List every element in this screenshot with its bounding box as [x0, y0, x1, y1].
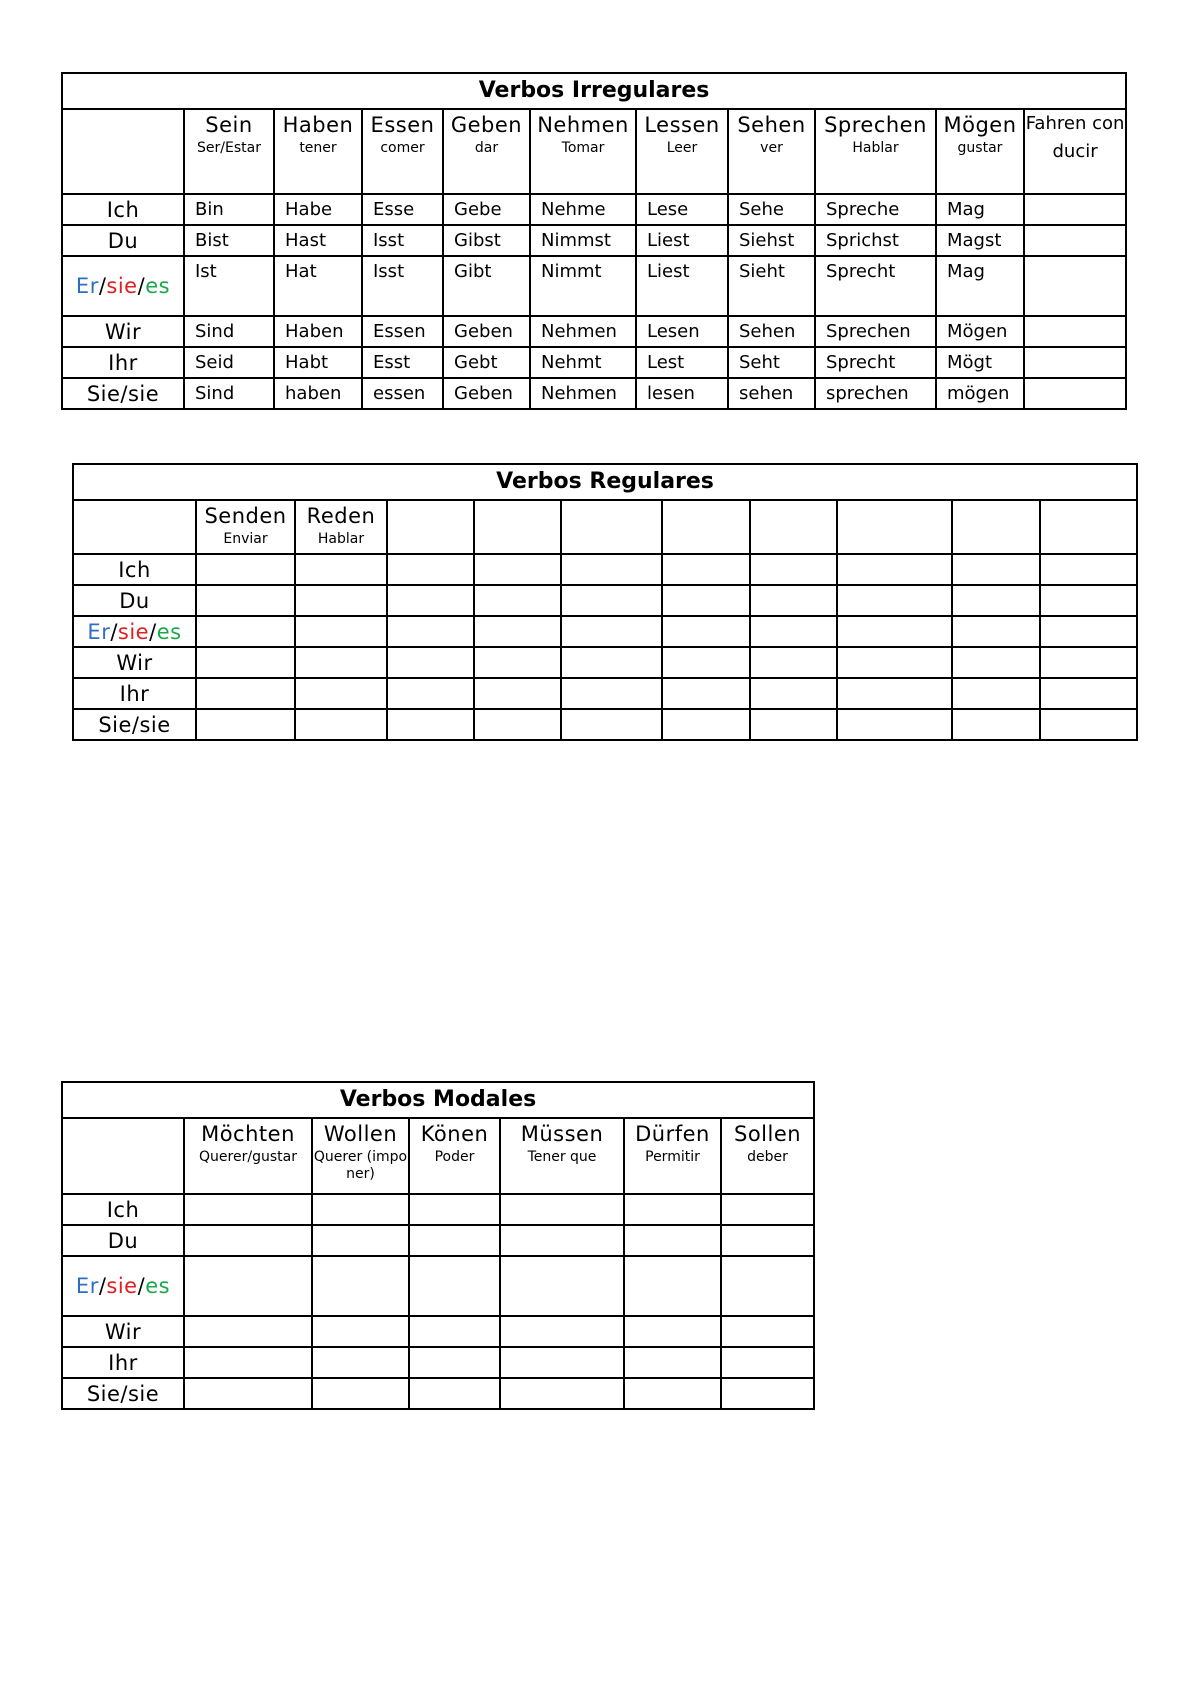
pronoun-du: Du — [73, 585, 196, 616]
empty-header-cell — [474, 500, 561, 554]
empty-conjugation-cell — [662, 647, 750, 678]
empty-conjugation-cell — [952, 585, 1040, 616]
conjugation-cell: Mag — [936, 256, 1024, 316]
empty-conjugation-cell — [196, 585, 295, 616]
modal-body — [62, 1194, 814, 1409]
empty-conjugation-cell — [184, 1316, 312, 1347]
empty-conjugation-cell — [196, 554, 295, 585]
conjugation-cell — [1024, 378, 1126, 409]
pronoun-ihr: Ihr — [62, 1347, 184, 1378]
empty-conjugation-cell — [500, 1225, 624, 1256]
empty-conjugation-cell — [184, 1347, 312, 1378]
empty-conjugation-cell — [196, 647, 295, 678]
verb-header-sein: Sein Ser/Estar — [184, 109, 274, 194]
verb-header-sollen: Sollen deber — [721, 1118, 814, 1194]
empty-conjugation-cell — [295, 647, 387, 678]
table-row — [62, 1347, 814, 1378]
conjugation-cell: Sprechen — [815, 316, 936, 347]
pronoun-sie-sie: Sie/sie — [62, 1378, 184, 1409]
empty-header-cell — [662, 500, 750, 554]
verb-header-moechten: Möchten Querer/gustar — [184, 1118, 312, 1194]
pronoun-wir: Wir — [62, 1316, 184, 1347]
verb-header-koenen: Könen Poder — [409, 1118, 500, 1194]
empty-header-cell — [561, 500, 662, 554]
verb-header-reden: Reden Hablar — [295, 500, 387, 554]
conjugation-cell: lesen — [636, 378, 728, 409]
conjugation-cell: Isst — [362, 225, 443, 256]
conjugation-cell: Esst — [362, 347, 443, 378]
empty-conjugation-cell — [561, 616, 662, 647]
empty-conjugation-cell — [1040, 554, 1137, 585]
empty-conjugation-cell — [409, 1316, 500, 1347]
verb-header-duerfen: Dürfen Permitir — [624, 1118, 721, 1194]
empty-conjugation-cell — [837, 616, 952, 647]
corner-cell — [62, 109, 184, 194]
table-row — [62, 1194, 814, 1225]
conjugation-cell: Bist — [184, 225, 274, 256]
conjugation-cell: Seid — [184, 347, 274, 378]
empty-conjugation-cell — [721, 1225, 814, 1256]
conjugation-cell: Nehmen — [530, 316, 636, 347]
empty-conjugation-cell — [837, 678, 952, 709]
empty-conjugation-cell — [721, 1194, 814, 1225]
table-row — [62, 347, 1126, 378]
conjugation-cell: Gibt — [443, 256, 530, 316]
irregular-title: Verbos Irregulares — [62, 73, 1126, 109]
pronoun-er-sie-es: Er/sie/es — [62, 256, 184, 316]
empty-conjugation-cell — [561, 554, 662, 585]
empty-conjugation-cell — [750, 647, 837, 678]
empty-conjugation-cell — [624, 1378, 721, 1409]
pronoun-ich: Ich — [62, 1194, 184, 1225]
pronoun-er-sie-es: Er/sie/es — [73, 616, 196, 647]
conjugation-cell: Spreche — [815, 194, 936, 225]
conjugation-cell: Bin — [184, 194, 274, 225]
conjugation-cell: Nimmst — [530, 225, 636, 256]
table-row — [62, 225, 1126, 256]
empty-conjugation-cell — [295, 678, 387, 709]
empty-conjugation-cell — [662, 616, 750, 647]
verb-header-moegen: Mögen gustar — [936, 109, 1024, 194]
verb-header-muessen: Müssen Tener que — [500, 1118, 624, 1194]
conjugation-cell: Lest — [636, 347, 728, 378]
empty-conjugation-cell — [624, 1225, 721, 1256]
conjugation-cell: haben — [274, 378, 362, 409]
empty-conjugation-cell — [952, 647, 1040, 678]
conjugation-cell: Nehme — [530, 194, 636, 225]
table-row — [62, 316, 1126, 347]
conjugation-cell: Gibst — [443, 225, 530, 256]
conjugation-cell — [1024, 347, 1126, 378]
conjugation-cell: Esse — [362, 194, 443, 225]
empty-conjugation-cell — [561, 709, 662, 740]
regular-title: Verbos Regulares — [73, 464, 1137, 500]
verb-header-haben: Haben tener — [274, 109, 362, 194]
empty-conjugation-cell — [1040, 616, 1137, 647]
irregular-body — [62, 194, 1126, 409]
empty-conjugation-cell — [721, 1378, 814, 1409]
modal-title: Verbos Modales — [62, 1082, 814, 1118]
empty-conjugation-cell — [952, 554, 1040, 585]
conjugation-cell: Nehmen — [530, 378, 636, 409]
conjugation-cell: Habe — [274, 194, 362, 225]
empty-header-cell — [837, 500, 952, 554]
empty-conjugation-cell — [750, 585, 837, 616]
conjugation-cell: Ist — [184, 256, 274, 316]
empty-conjugation-cell — [312, 1256, 409, 1316]
empty-conjugation-cell — [721, 1347, 814, 1378]
empty-conjugation-cell — [662, 709, 750, 740]
table-row — [62, 1378, 814, 1409]
empty-conjugation-cell — [837, 709, 952, 740]
empty-conjugation-cell — [500, 1316, 624, 1347]
empty-conjugation-cell — [624, 1194, 721, 1225]
empty-conjugation-cell — [500, 1378, 624, 1409]
empty-conjugation-cell — [952, 709, 1040, 740]
table-row — [62, 194, 1126, 225]
conjugation-cell: Liest — [636, 225, 728, 256]
empty-conjugation-cell — [750, 678, 837, 709]
table-row — [73, 585, 1137, 616]
empty-conjugation-cell — [721, 1256, 814, 1316]
empty-conjugation-cell — [750, 616, 837, 647]
conjugation-cell: Seht — [728, 347, 815, 378]
empty-header-cell — [1040, 500, 1137, 554]
empty-conjugation-cell — [624, 1316, 721, 1347]
conjugation-cell: Geben — [443, 378, 530, 409]
empty-header-cell — [750, 500, 837, 554]
empty-conjugation-cell — [312, 1378, 409, 1409]
pronoun-ihr: Ihr — [62, 347, 184, 378]
conjugation-cell: Mögen — [936, 316, 1024, 347]
conjugation-cell: Magst — [936, 225, 1024, 256]
empty-conjugation-cell — [387, 678, 474, 709]
empty-conjugation-cell — [1040, 585, 1137, 616]
empty-conjugation-cell — [561, 585, 662, 616]
conjugation-cell: Mag — [936, 194, 1024, 225]
empty-conjugation-cell — [387, 647, 474, 678]
pronoun-sie-sie: Sie/sie — [62, 378, 184, 409]
empty-conjugation-cell — [474, 616, 561, 647]
conjugation-cell: essen — [362, 378, 443, 409]
conjugation-cell: Geben — [443, 316, 530, 347]
conjugation-cell: Essen — [362, 316, 443, 347]
empty-conjugation-cell — [750, 554, 837, 585]
conjugation-cell: Gebe — [443, 194, 530, 225]
empty-conjugation-cell — [624, 1347, 721, 1378]
empty-conjugation-cell — [312, 1347, 409, 1378]
empty-conjugation-cell — [474, 585, 561, 616]
conjugation-cell: Nimmt — [530, 256, 636, 316]
table-row — [73, 554, 1137, 585]
empty-conjugation-cell — [1040, 678, 1137, 709]
verb-header-essen: Essen comer — [362, 109, 443, 194]
conjugation-cell: Isst — [362, 256, 443, 316]
pronoun-wir: Wir — [73, 647, 196, 678]
empty-conjugation-cell — [721, 1316, 814, 1347]
empty-conjugation-cell — [184, 1256, 312, 1316]
empty-conjugation-cell — [561, 678, 662, 709]
empty-conjugation-cell — [387, 585, 474, 616]
pronoun-wir: Wir — [62, 316, 184, 347]
empty-conjugation-cell — [387, 709, 474, 740]
conjugation-cell: Liest — [636, 256, 728, 316]
empty-conjugation-cell — [387, 616, 474, 647]
empty-conjugation-cell — [387, 554, 474, 585]
conjugation-cell: Haben — [274, 316, 362, 347]
verb-header-wollen: Wollen Querer (imponer) — [312, 1118, 409, 1194]
empty-conjugation-cell — [409, 1378, 500, 1409]
conjugation-cell: mögen — [936, 378, 1024, 409]
empty-conjugation-cell — [312, 1225, 409, 1256]
conjugation-cell: Sehe — [728, 194, 815, 225]
empty-conjugation-cell — [500, 1194, 624, 1225]
verb-header-senden: Senden Enviar — [196, 500, 295, 554]
conjugation-cell: Habt — [274, 347, 362, 378]
empty-header-cell — [952, 500, 1040, 554]
empty-conjugation-cell — [474, 554, 561, 585]
empty-conjugation-cell — [409, 1347, 500, 1378]
empty-conjugation-cell — [295, 554, 387, 585]
empty-conjugation-cell — [1040, 647, 1137, 678]
empty-conjugation-cell — [474, 647, 561, 678]
empty-conjugation-cell — [295, 616, 387, 647]
empty-conjugation-cell — [837, 647, 952, 678]
empty-conjugation-cell — [474, 678, 561, 709]
empty-conjugation-cell — [662, 678, 750, 709]
conjugation-cell: Lesen — [636, 316, 728, 347]
conjugation-cell: sprechen — [815, 378, 936, 409]
empty-conjugation-cell — [561, 647, 662, 678]
verb-header-lessen: Lessen Leer — [636, 109, 728, 194]
pronoun-er-sie-es: Er/sie/es — [62, 1256, 184, 1316]
table-row — [62, 378, 1126, 409]
table-row — [73, 616, 1137, 647]
empty-conjugation-cell — [184, 1225, 312, 1256]
empty-conjugation-cell — [837, 585, 952, 616]
table-row — [73, 709, 1137, 740]
table-row — [62, 256, 1126, 316]
conjugation-cell — [1024, 256, 1126, 316]
regular-body — [73, 554, 1137, 740]
empty-conjugation-cell — [750, 709, 837, 740]
pronoun-ihr: Ihr — [73, 678, 196, 709]
conjugation-cell: Sprecht — [815, 256, 936, 316]
empty-conjugation-cell — [409, 1256, 500, 1316]
table-row — [62, 1225, 814, 1256]
empty-conjugation-cell — [196, 678, 295, 709]
empty-conjugation-cell — [624, 1256, 721, 1316]
empty-conjugation-cell — [952, 616, 1040, 647]
conjugation-cell — [1024, 225, 1126, 256]
pronoun-sie-sie: Sie/sie — [73, 709, 196, 740]
conjugation-cell: Hast — [274, 225, 362, 256]
conjugation-cell — [1024, 194, 1126, 225]
empty-conjugation-cell — [474, 709, 561, 740]
empty-conjugation-cell — [184, 1194, 312, 1225]
empty-conjugation-cell — [662, 554, 750, 585]
conjugation-cell: Sprecht — [815, 347, 936, 378]
conjugation-cell: sehen — [728, 378, 815, 409]
conjugation-cell: Sind — [184, 378, 274, 409]
empty-conjugation-cell — [196, 709, 295, 740]
empty-conjugation-cell — [196, 616, 295, 647]
corner-cell — [62, 1118, 184, 1194]
empty-conjugation-cell — [409, 1225, 500, 1256]
conjugation-cell — [1024, 316, 1126, 347]
conjugation-cell: Nehmt — [530, 347, 636, 378]
conjugation-cell: Sprichst — [815, 225, 936, 256]
conjugation-cell: Sieht — [728, 256, 815, 316]
pronoun-du: Du — [62, 225, 184, 256]
conjugation-cell: Gebt — [443, 347, 530, 378]
empty-conjugation-cell — [500, 1347, 624, 1378]
pronoun-ich: Ich — [62, 194, 184, 225]
verb-header-sehen: Sehen ver — [728, 109, 815, 194]
conjugation-cell: Mögt — [936, 347, 1024, 378]
empty-conjugation-cell — [1040, 709, 1137, 740]
regular-verbs-table — [72, 463, 1138, 741]
conjugation-cell: Siehst — [728, 225, 815, 256]
empty-conjugation-cell — [662, 585, 750, 616]
verb-header-geben: Geben dar — [443, 109, 530, 194]
empty-conjugation-cell — [184, 1378, 312, 1409]
empty-conjugation-cell — [295, 709, 387, 740]
table-row — [62, 1256, 814, 1316]
table-row — [73, 647, 1137, 678]
pronoun-du: Du — [62, 1225, 184, 1256]
conjugation-cell: Lese — [636, 194, 728, 225]
empty-conjugation-cell — [952, 678, 1040, 709]
verb-header-sprechen: Sprechen Hablar — [815, 109, 936, 194]
conjugation-cell: Hat — [274, 256, 362, 316]
empty-conjugation-cell — [409, 1194, 500, 1225]
empty-conjugation-cell — [837, 554, 952, 585]
empty-conjugation-cell — [295, 585, 387, 616]
table-row — [73, 678, 1137, 709]
pronoun-ich: Ich — [73, 554, 196, 585]
empty-header-cell — [387, 500, 474, 554]
irregular-verbs-table — [61, 72, 1127, 410]
conjugation-cell: Sehen — [728, 316, 815, 347]
empty-conjugation-cell — [312, 1316, 409, 1347]
verb-header-nehmen: Nehmen Tomar — [530, 109, 636, 194]
empty-conjugation-cell — [500, 1256, 624, 1316]
verb-header-fahren: Fahren conducir — [1024, 109, 1126, 194]
table-row — [62, 1316, 814, 1347]
modal-verbs-table — [61, 1081, 815, 1410]
empty-conjugation-cell — [312, 1194, 409, 1225]
corner-cell — [73, 500, 196, 554]
conjugation-cell: Sind — [184, 316, 274, 347]
